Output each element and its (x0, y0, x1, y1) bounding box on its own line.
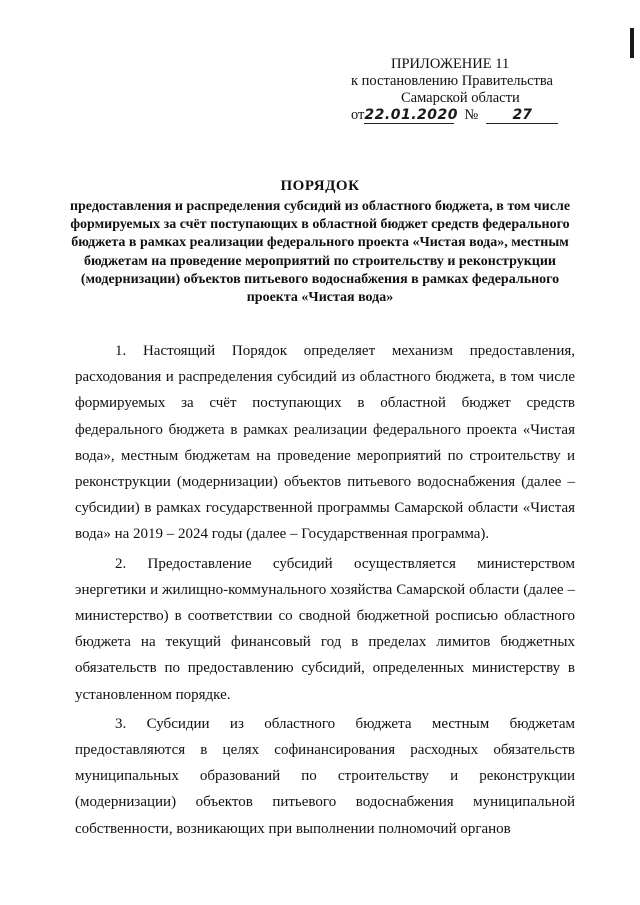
appendix-resolution-ref: к постановлению Правительства (351, 73, 553, 89)
paragraph-3: 3. Субсидии из областного бюджета местным бюджетам предоставляются в целях софинансирования расходных обязательств муниципальных образований по строительству и реконструкции (модернизации) объектов питьевого водоснабжения муниципальной собственности, возникающих при выполнении полномочий органов (75, 715, 575, 837)
handwritten-number: 27 (486, 108, 558, 124)
scan-edge-mark (630, 28, 634, 58)
document-subtitle: предоставления и распределения субсидий из областного бюджета, в том числе формируемых за счёт поступающих в областной бюджет средств федерального бюджета в рамках реализации федерального проекта «Чистая вода», местным бюджетам на проведение мероприятий по строительству и реконструкции (модернизации) объектов питьевого водоснабжения в рамках федерального проекта «Чистая вода» (69, 199, 571, 306)
paragraph-2: 2. Предоставление субсидий осуществляется министерством энергетики и жилищно-коммунального хозяйства Самарской области (далее – министерство) в соответствии со сводной бюджетной росписью областного бюджета на текущий финансовый год в пределах лимитов бюджетных обязательств по предоставлению субсидий, определенных министерству в установленном порядке. (75, 555, 575, 703)
date-prefix: от (351, 107, 365, 123)
handwritten-date: 22.01.2020 (364, 107, 458, 123)
number-label: № (464, 107, 479, 123)
appendix-region: Самарской области (401, 90, 520, 106)
appendix-header (351, 56, 611, 124)
appendix-date-number (351, 107, 611, 124)
paragraph-1: 1. Настоящий Порядок определяет механизм предоставления, расходования и распределения субсидий из областного бюджета, в том числе формируемых за счёт поступающих в областной бюджет средств федерального бюджета в рамках реализации федерального проекта «Чистая вода», местным бюджетам на проведение мероприятий по строительству и реконструкции (модернизации) объектов питьевого водоснабжения (далее – субсидии) в рамках государственной программы Самарской области «Чистая вода» на 2019 – 2024 годы (далее – Государственная программа). (75, 343, 575, 543)
appendix-number: ПРИЛОЖЕНИЕ 11 (391, 56, 510, 72)
document-body (75, 338, 575, 845)
document-title: ПОРЯДОК (280, 178, 360, 194)
